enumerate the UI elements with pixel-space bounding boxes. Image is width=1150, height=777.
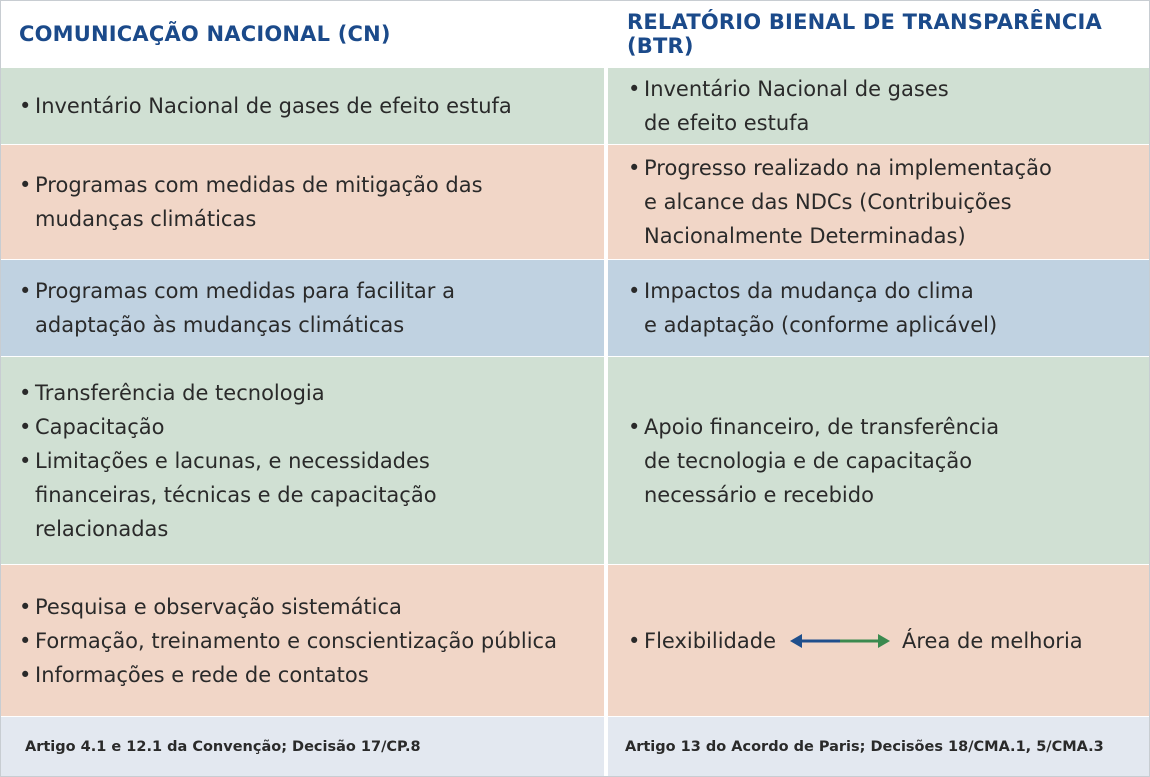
list-item: • Impactos da mudança do clima e adaptação (conforme aplicável): [608, 274, 997, 342]
footer-btr-text: Artigo 13 do Acordo de Paris; Decisões 18/CMA.1, 5/CMA.3: [625, 738, 1104, 755]
list-item: • Apoio financeiro, de transferência de tecnologia e de capacitação necessário e recebido: [608, 410, 999, 512]
row-5-btr: [608, 565, 1149, 716]
list-item: • Progresso realizado na implementação e alcance das NDCs (Contribuições Nacionalmente Determinadas): [608, 151, 1052, 253]
row-5-cn: [1, 565, 604, 716]
footer-cn: [1, 717, 604, 776]
footer-cn-text: Artigo 4.1 e 12.1 da Convenção; Decisão 17/CP.8: [25, 738, 421, 755]
double-arrow-icon: [790, 631, 890, 651]
list-item: • Formação, treinamento e conscientização pública: [1, 624, 557, 658]
list-item: • Informações e rede de contatos: [1, 658, 557, 692]
list-item: • Programas com medidas para facilitar a adaptação às mudanças climáticas: [1, 274, 455, 342]
list-item: • Inventário Nacional de gases de efeito estufa: [608, 72, 949, 140]
row-3-cn: [1, 260, 604, 356]
list-item: • Capacitação: [1, 410, 437, 444]
row-2-btr: [608, 145, 1149, 259]
list-item: • Limitações e lacunas, e necessidades financeiras, técnicas e de capacitação relacionadas: [1, 444, 437, 546]
row-4-cn: [1, 357, 604, 564]
footer-btr: [608, 717, 1149, 776]
improvement-area-label: Área de melhoria: [902, 628, 1083, 653]
row-4-btr: [608, 357, 1149, 564]
list-item: • Programas com medidas de mitigação das mudanças climáticas: [1, 168, 483, 236]
list-item: • Pesquisa e observação sistemática: [1, 590, 557, 624]
list-item: • Inventário Nacional de gases de efeito estufa: [1, 89, 512, 123]
row-2-cn: [1, 145, 604, 259]
flexibility-label: • Flexibilidade: [644, 628, 777, 653]
header-btr: RELATÓRIO BIENAL DE TRANSPARÊNCIA (BTR): [627, 10, 1102, 58]
list-item: • Transferência de tecnologia: [1, 376, 437, 410]
row-3-btr: [608, 260, 1149, 356]
row-1-cn: [1, 68, 604, 144]
list-item: [608, 624, 1083, 658]
row-1-btr: [608, 68, 1149, 144]
header-cn: COMUNICAÇÃO NACIONAL (CN): [19, 22, 391, 46]
